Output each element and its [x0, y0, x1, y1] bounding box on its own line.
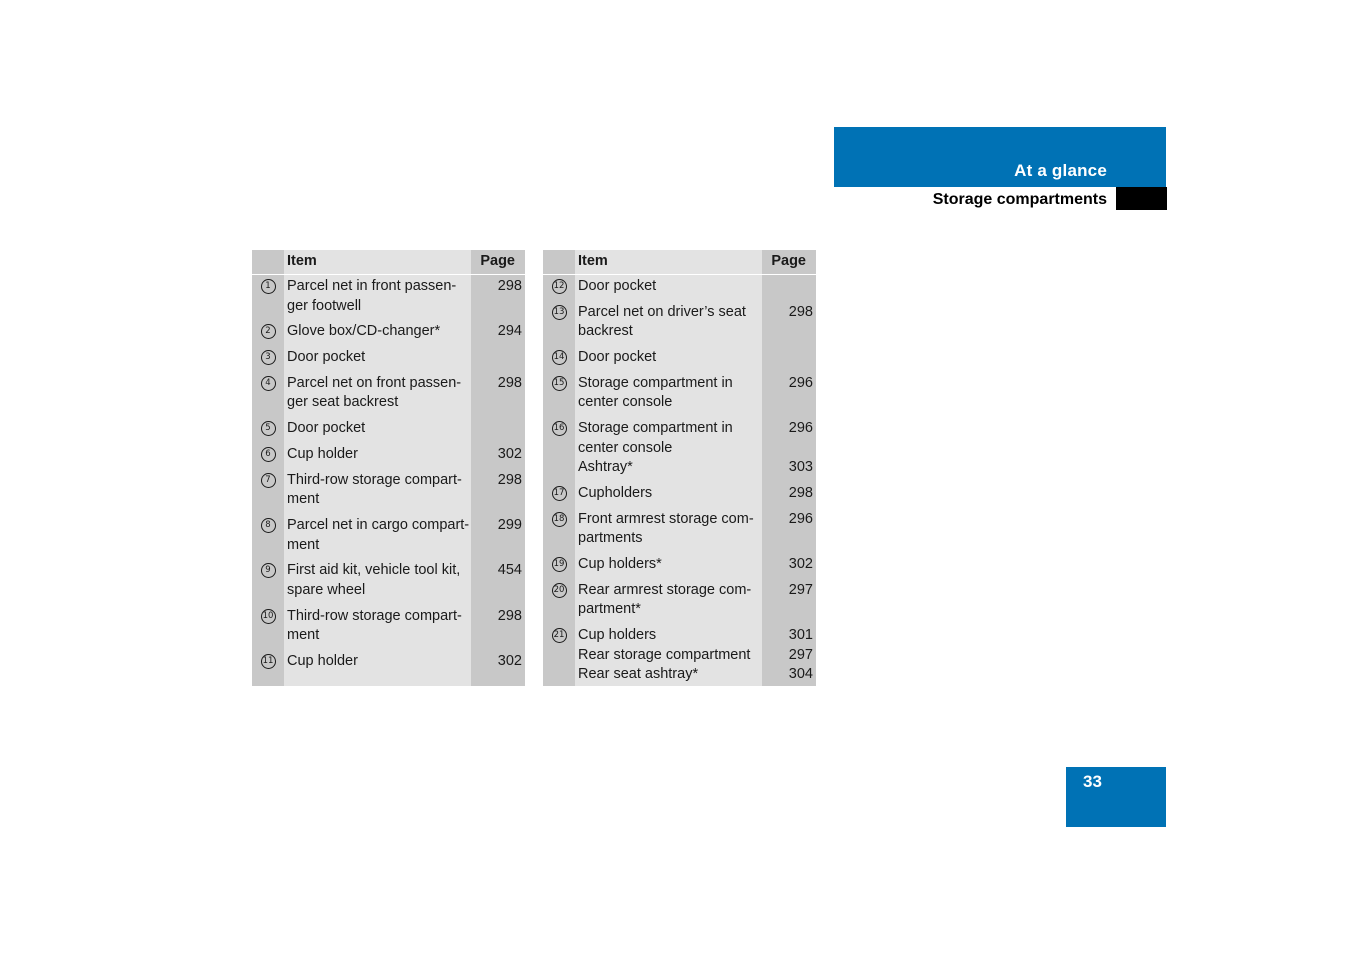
subsection-title: Storage compartments [932, 191, 1107, 208]
item-text: Cup holder [287, 653, 358, 669]
row-number: 16 [552, 421, 567, 436]
row-number: 9 [261, 563, 276, 578]
item-text: First aid kit, vehicle tool kit, [287, 562, 461, 579]
table-row [543, 348, 816, 368]
page-ref: 298 [788, 303, 813, 320]
page-ref: 301 [788, 627, 813, 644]
number-header [543, 250, 575, 275]
page-cell [471, 374, 525, 413]
item-text: Parcel net in front passen- [287, 278, 457, 294]
page-ref: 303 [788, 459, 813, 476]
item-cell [575, 277, 762, 297]
item-text: Parcel net on front passen- [287, 374, 462, 391]
item-cell [575, 581, 762, 620]
table-row [543, 374, 816, 413]
table-row [252, 445, 525, 465]
item-cell [284, 471, 471, 510]
page-ref: 302 [497, 446, 522, 462]
page-ref: 298 [497, 471, 522, 488]
page-ref: 298 [788, 485, 813, 501]
page-cell [471, 348, 525, 368]
item-text: backrest [578, 323, 633, 340]
page-cell [762, 419, 816, 478]
number-header [252, 250, 284, 275]
storage-table-right [543, 250, 816, 686]
item-text: Storage compartment in [578, 374, 733, 391]
row-number-cell [252, 561, 284, 600]
page-ref: 297 [788, 646, 813, 663]
table-row [252, 277, 525, 316]
page-cell [762, 581, 816, 620]
item-text: partment* [578, 601, 641, 618]
page-cell [762, 510, 816, 549]
page-ref: 296 [788, 420, 813, 437]
row-number: 12 [552, 279, 567, 294]
item-text: Third-row storage compart- [287, 471, 462, 488]
page-cell [762, 555, 816, 575]
item-header: Item [575, 250, 762, 275]
page-cell [471, 277, 525, 316]
page-ref: 296 [788, 510, 813, 527]
section-banner [834, 127, 1166, 187]
table-row [252, 607, 525, 646]
row-number: 10 [261, 609, 276, 624]
row-number: 19 [552, 557, 567, 572]
item-text: Glove box/CD-changer* [287, 323, 441, 340]
item-cell [284, 607, 471, 646]
item-header: Item [284, 250, 471, 275]
item-cell [575, 510, 762, 549]
table-row [543, 581, 816, 620]
item-text: Storage compartment in [578, 420, 733, 437]
row-number-cell [543, 348, 575, 368]
row-number-cell [543, 303, 575, 342]
item-text: ment [287, 491, 320, 508]
table-row [252, 374, 525, 413]
row-number: 4 [261, 376, 276, 391]
row-number: 8 [261, 518, 276, 533]
row-number-cell [543, 419, 575, 478]
item-cell [284, 516, 471, 555]
item-text: ment [287, 627, 320, 644]
item-text: Rear armrest storage com- [578, 581, 752, 598]
item-text: Ashtray* [578, 459, 633, 476]
table-row [543, 484, 816, 504]
row-number-cell [252, 374, 284, 413]
page-ref: 298 [497, 374, 522, 391]
item-cell [284, 445, 471, 465]
item-text: center console [578, 394, 673, 411]
item-text: Rear storage compartment [578, 646, 751, 663]
row-number: 3 [261, 350, 276, 365]
item-text: partments [578, 530, 643, 547]
table-row [252, 471, 525, 510]
item-cell [575, 303, 762, 342]
page-ref: 296 [788, 374, 813, 391]
row-number: 20 [552, 583, 567, 598]
page-cell [762, 348, 816, 368]
item-cell [575, 419, 762, 478]
row-number: 14 [552, 350, 567, 365]
item-cell [284, 419, 471, 439]
page-cell [762, 303, 816, 342]
table-row [252, 322, 525, 342]
table-row [543, 303, 816, 342]
row-number-cell [543, 626, 575, 685]
row-number-cell [543, 277, 575, 297]
page-number-badge [1066, 767, 1166, 827]
row-number: 17 [552, 486, 567, 501]
item-text: Door pocket [287, 420, 366, 437]
row-number-cell [252, 419, 284, 439]
item-cell [575, 348, 762, 368]
item-cell [575, 626, 762, 685]
page-header: Page [762, 250, 816, 275]
row-number-cell [252, 445, 284, 465]
item-text: Cup holders* [578, 556, 662, 573]
item-text: Cup holders [578, 627, 657, 644]
item-text: ger footwell [287, 297, 362, 314]
page-cell [762, 374, 816, 413]
page-cell [471, 471, 525, 510]
item-text: Rear seat ashtray* [578, 666, 699, 683]
item-text: spare wheel [287, 581, 366, 598]
page-ref: 304 [788, 666, 813, 683]
item-text: ment [287, 536, 320, 553]
row-number: 2 [261, 324, 276, 339]
page-ref [762, 439, 813, 459]
row-number-cell [543, 484, 575, 504]
item-cell [284, 277, 471, 316]
row-number-cell [252, 607, 284, 646]
page-ref: 454 [497, 562, 522, 579]
row-number-cell [252, 277, 284, 316]
item-text: Third-row storage compart- [287, 607, 462, 624]
page-cell [762, 277, 816, 297]
row-number-cell [543, 581, 575, 620]
page-ref: 302 [788, 556, 813, 573]
item-cell [575, 555, 762, 575]
item-text: Front armrest storage com- [578, 510, 754, 527]
table-row [543, 555, 816, 575]
item-cell [575, 484, 762, 504]
item-cell [284, 374, 471, 413]
row-number: 5 [261, 421, 276, 436]
row-number: 13 [552, 305, 567, 320]
table-row [543, 419, 816, 478]
item-text: Cup holder [287, 446, 358, 462]
table-row [252, 516, 525, 555]
page-ref: 297 [788, 581, 813, 598]
item-cell [284, 652, 471, 672]
row-number-cell [252, 471, 284, 510]
item-text: Parcel net in cargo compart- [287, 517, 470, 534]
row-number-cell [543, 510, 575, 549]
page-ref: 298 [497, 278, 522, 294]
item-cell [284, 561, 471, 600]
page-cell [471, 445, 525, 465]
page-cell [471, 607, 525, 646]
storage-table-left [252, 250, 525, 686]
item-cell [284, 348, 471, 368]
page-ref: 302 [497, 653, 522, 669]
row-number: 6 [261, 447, 276, 462]
item-text: Door pocket [578, 349, 657, 366]
table-row [543, 277, 816, 297]
row-number: 18 [552, 512, 567, 527]
page-ref: 294 [497, 323, 522, 340]
page-cell [762, 484, 816, 504]
row-number-cell [252, 516, 284, 555]
page-number: 33 [1083, 772, 1102, 791]
row-number-cell [543, 555, 575, 575]
page-cell [471, 419, 525, 439]
table-row [252, 348, 525, 368]
page-cell [762, 626, 816, 685]
row-number: 11 [261, 654, 276, 669]
page-ref: 298 [497, 607, 522, 624]
table-row [252, 561, 525, 600]
page-header: Page [471, 250, 525, 275]
section-title: At a glance [1014, 161, 1107, 180]
item-text: Door pocket [578, 278, 657, 294]
subsection-marker [1116, 187, 1167, 210]
subsection-header [834, 187, 1167, 210]
row-number-cell [252, 322, 284, 342]
row-number: 1 [261, 279, 276, 294]
row-number: 15 [552, 376, 567, 391]
page-cell [471, 516, 525, 555]
item-cell [284, 322, 471, 342]
table-row [252, 419, 525, 439]
item-text: Parcel net on driver’s seat [578, 303, 746, 320]
row-number-cell [252, 652, 284, 672]
page-cell [471, 322, 525, 342]
table-row [543, 510, 816, 549]
item-text: ger seat backrest [287, 394, 399, 411]
row-number: 21 [552, 628, 567, 643]
table-row [543, 626, 816, 685]
page-cell [471, 652, 525, 672]
item-text: Door pocket [287, 349, 366, 366]
row-number-cell [543, 374, 575, 413]
row-number: 7 [261, 473, 276, 488]
page-ref: 299 [497, 517, 522, 534]
item-cell [575, 374, 762, 413]
table-row [252, 652, 525, 672]
row-number-cell [252, 348, 284, 368]
item-text: Cupholders [578, 485, 653, 501]
page-cell [471, 561, 525, 600]
item-text: center console [578, 439, 673, 456]
